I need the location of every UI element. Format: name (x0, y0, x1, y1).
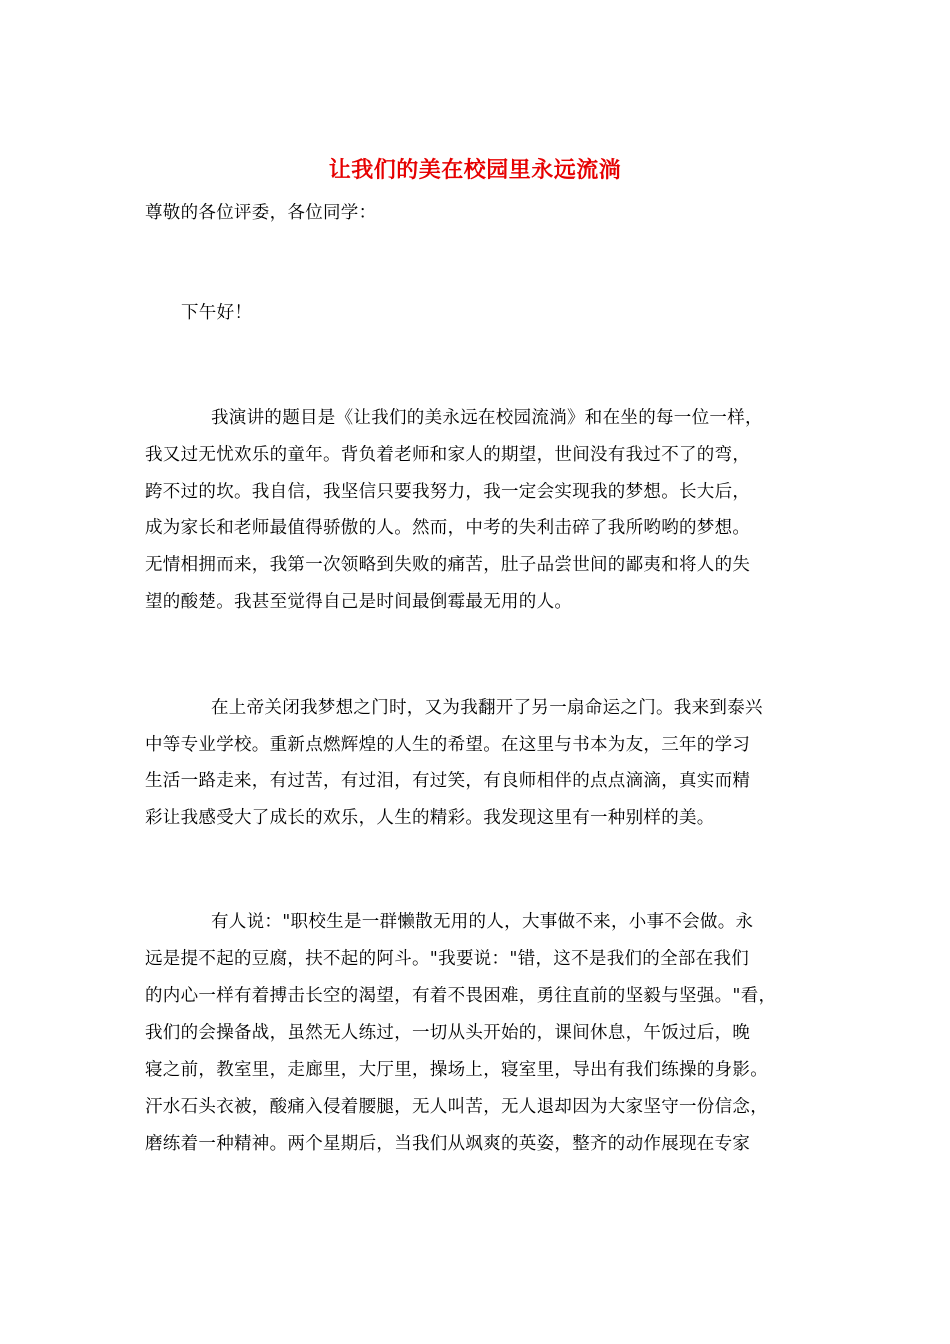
greeting: 下午好！ (181, 303, 253, 323)
paragraph-line: 我演讲的题目是《让我们的美永远在校园流淌》和在坐的每一位一样， (211, 408, 763, 428)
paragraph-line: 成为家长和老师最值得骄傲的人。然而，中考的失利击碎了我所哟哟的梦想。 (145, 518, 751, 538)
paragraph-line: 磨练着一种精神。两个星期后，当我们从飒爽的英姿，整齐的动作展现在专家 (145, 1134, 751, 1154)
paragraph-line: 寝之前，教室里，走廊里，大厅里，操场上，寝室里，导出有我们练操的身影。 (145, 1060, 768, 1080)
paragraph-line: 的内心一样有着搏击长空的渴望，有着不畏困难，勇往直前的坚毅与坚强。"看， (145, 986, 777, 1006)
paragraph-line: 望的酸楚。我甚至觉得自己是时间最倒霉最无用的人。 (145, 592, 573, 612)
paragraph-line: 在上帝关闭我梦想之门时，又为我翻开了另一扇命运之门。我来到泰兴 (211, 698, 763, 718)
paragraph-line: 中等专业学校。重新点燃辉煌的人生的希望。在这里与书本为友，三年的学习 (145, 735, 751, 755)
paragraph-line: 我又过无忧欢乐的童年。背负着老师和家人的期望，世间没有我过不了的弯， (145, 445, 751, 465)
salutation: 尊敬的各位评委，各位同学： (145, 203, 377, 223)
paragraph-line: 远是提不起的豆腐，扶不起的阿斗。"我要说："错，这不是我们的全部在我们 (145, 949, 750, 969)
paragraph-line: 彩让我感受大了成长的欢乐，人生的精彩。我发现这里有一种别样的美。 (145, 808, 715, 828)
paragraph-line: 有人说："职校生是一群懒散无用的人，大事做不来，小事不会做。永 (211, 912, 754, 932)
paragraph-line: 我们的会操备战，虽然无人练过，一切从头开始的，课间休息，午饭过后，晚 (145, 1023, 751, 1043)
paragraph-line: 跨不过的坎。我自信，我坚信只要我努力，我一定会实现我的梦想。长大后， (145, 482, 751, 502)
paragraph-line: 无情相拥而来，我第一次领略到失败的痛苦，肚子品尝世间的鄙夷和将人的失 (145, 555, 751, 575)
paragraph-line: 汗水石头衣被，酸痛入侵着腰腿，无人叫苦，无人退却因为大家坚守一份信念， (145, 1097, 768, 1117)
document-title: 让我们的美在校园里永远流淌 (328, 157, 622, 183)
paragraph-line: 生活一路走来，有过苦，有过泪，有过笑，有良师相伴的点点滴滴，真实而精 (145, 771, 751, 791)
